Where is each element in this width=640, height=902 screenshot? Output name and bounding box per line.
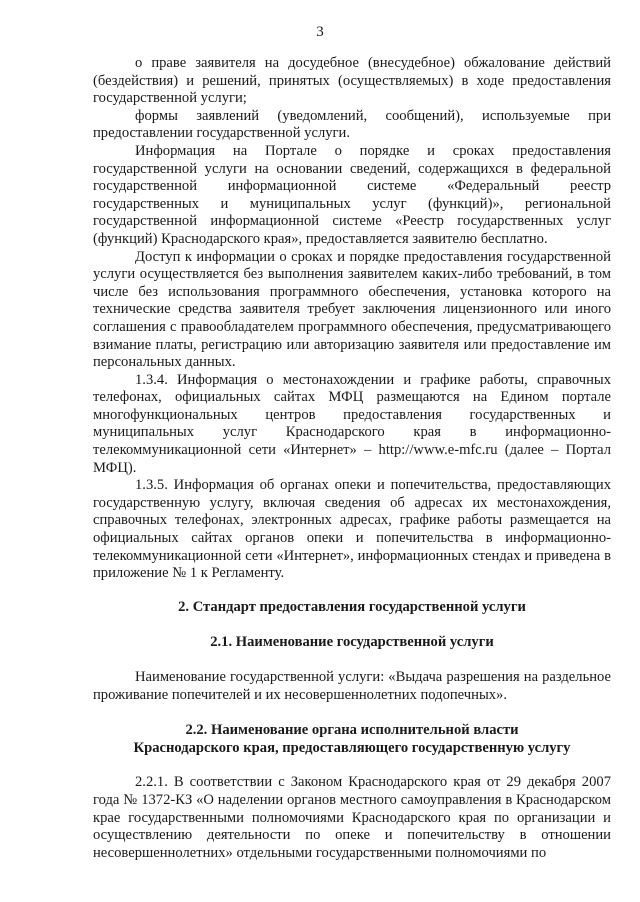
paragraph-access-info: Доступ к информации о сроках и порядке предоставления государственной услуги осуществляется без выполнения заявителем каких-либо требований, в том числе без использования программного обеспечения, установка которого на технические средства заявителя требует заключения лицензионного или иного соглашения с правообладателем программного обеспечения, предусматривающего взимание платы, регистрацию или авторизацию заявителя или предоставление им персональных данных. <box>93 248 611 371</box>
paragraph-appeal-right: о праве заявителя на досудебное (внесудебное) обжалование действий (бездействия) и решений, принятых (осуществляемых) в ходе предоставления государственной услуги; <box>93 55 611 107</box>
subsection-heading-2-2-line1: 2.2. Наименование органа исполнительной власти <box>185 722 519 739</box>
paragraph-2-1: Наименование государственной услуги: «Выдача разрешения на раздельное проживание попечителей и их несовершеннолетних подопечных». <box>93 669 611 703</box>
page-number: 3 <box>316 24 324 40</box>
subsection-heading-2-1: 2.1. Наименование государственной услуги <box>210 634 494 651</box>
paragraph-portal-info: Информация на Портале о порядке и сроках предоставления государственной услуги на основании сведений, содержащихся в федеральной государственной информационной системе «Федеральный реестр государственных и муниципальных услуг (функций)», региональной государственной информационной системе «Реестр государственных услуг (функций) Краснодарского края», предоставляется заявителю бесплатно. <box>93 142 611 247</box>
paragraph-2-2-1: 2.2.1. В соответствии с Законом Краснодарского края от 29 декабря 2007 года № 1372-КЗ «О наделении органов местного самоуправления в Краснодарском крае государственными полномочиями Краснодарского края по организации и осуществлению деятельности по опеке и попечительству в отношении несовершеннолетних» отдельными государственными полномочиями по <box>93 774 611 861</box>
paragraph-1-3-4: 1.3.4. Информация о местонахождении и графике работы, справочных телефонах, официальных сайтах МФЦ размещаются на Едином портале многофункциональных центров предоставления государственных и муниципальных услуг Краснодарского края в информационно-телекоммуникационной сети «Интернет» – http://www.e-mfc.ru (далее – Портал МФЦ). <box>93 371 611 476</box>
document-body <box>93 55 611 862</box>
section-heading-2: 2. Стандарт предоставления государственной услуги <box>178 598 526 615</box>
paragraph-forms: формы заявлений (уведомлений, сообщений), используемые при предоставлении государственной услуги. <box>93 107 611 142</box>
subsection-heading-2-2-line2: Краснодарского края, предоставляющего государственную услугу <box>133 739 571 756</box>
paragraph-1-3-5: 1.3.5. Информация об органах опеки и попечительства, предоставляющих государственную услугу, включая сведения об адресах их местонахождения, справочных телефонах, электронных адресах, графике работы размещается на официальных сайтах органов опеки и попечительства в информационно-телекоммуникационной сети «Интернет», информационных стендах и приведена в приложение № 1 к Регламенту. <box>93 477 611 582</box>
